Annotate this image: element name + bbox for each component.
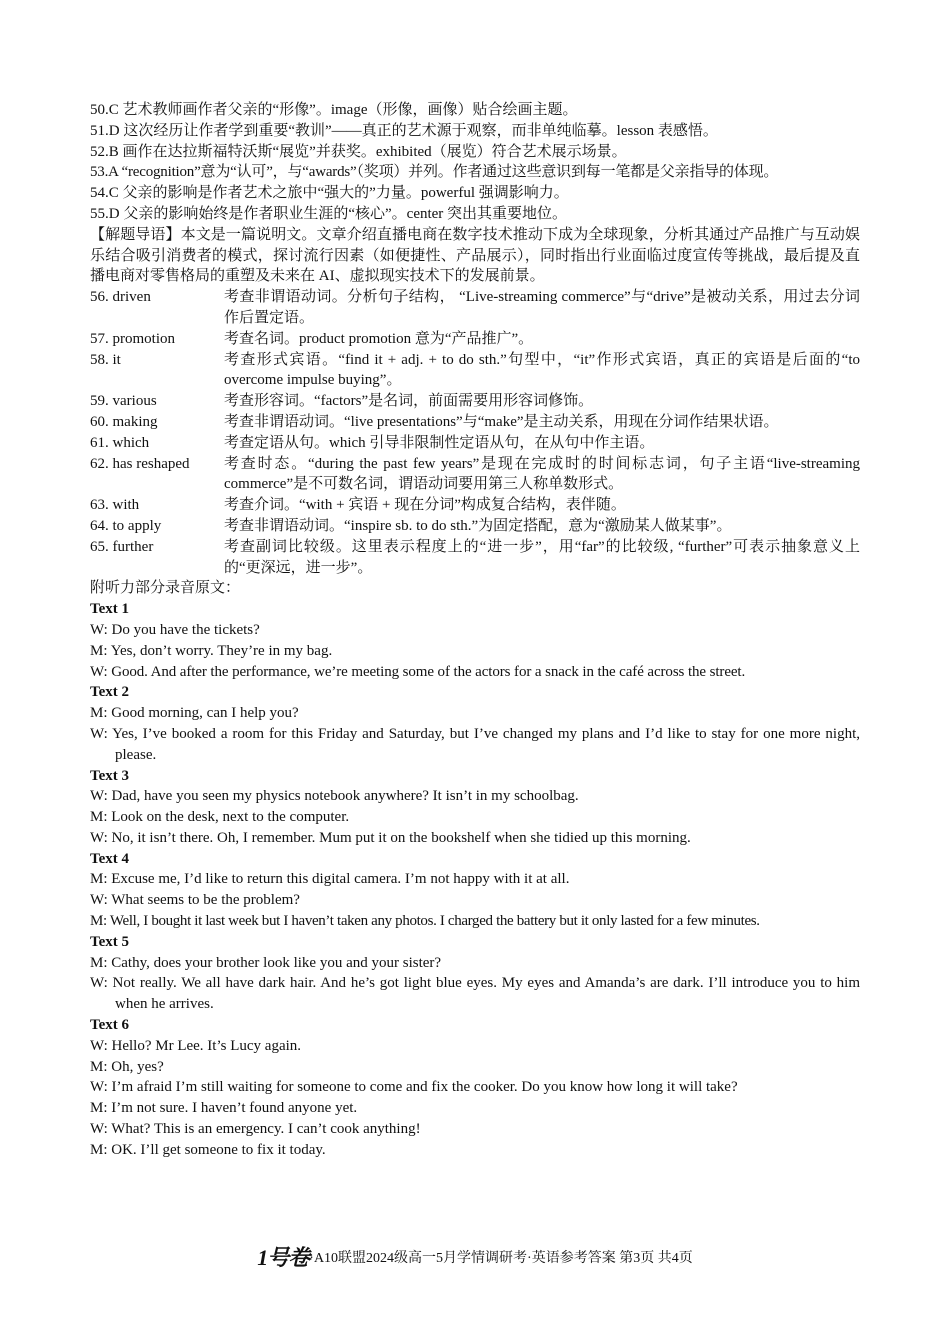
grammar-answer-row: 60. making 考查非谓语动词。“live presentations”与“make”是主动关系，用现在分词作结果状语。 bbox=[90, 413, 779, 430]
brand-logo: 1号卷 bbox=[257, 1245, 310, 1270]
text-title: Text 2 bbox=[90, 684, 130, 701]
grammar-answer-row: 58. it 考查形式宾语。“find it + adj. + to do sth.”句型中，“it”作形式宾语，真正的宾语是后面的“to overcome impulse buying”。 bbox=[90, 351, 860, 389]
text-title: Text 3 bbox=[90, 767, 130, 784]
dialogue-line: W: Hello? Mr Lee. It’s Lucy again. bbox=[90, 1037, 302, 1054]
grammar-answer-row: 57. promotion 考查名词。product promotion 意为“产品推广”。 bbox=[90, 330, 534, 347]
dialogue-line: W: Dad, have you seen my physics notebook anywhere? It isn’t in my schoolbag. bbox=[90, 788, 579, 805]
answer-line: 55.D 父亲的影响始终是作者职业生涯的“核心”。center 突出其重要地位。 bbox=[90, 205, 568, 222]
listening-transcript bbox=[90, 599, 860, 1161]
dialogue-line: M: I’m not sure. I haven’t found anyone yet. bbox=[90, 1100, 358, 1117]
text-title: Text 5 bbox=[90, 933, 130, 950]
grammar-answer-row: 61. which 考查定语从句。which 引导非限制性定语从句，在从句中作主语。 bbox=[90, 434, 655, 451]
dialogue-line: W: Yes, I’ve booked a room for this Friday and Saturday, but I’ve changed my plans and I’d like to stay for one more night, please. bbox=[90, 725, 860, 763]
dialogue-line: M: Yes, don’t worry. They’re in my bag. bbox=[90, 642, 333, 659]
grammar-answers bbox=[90, 287, 860, 578]
answer-line: 51.D 这次经历让作者学到重要“教训”——真正的艺术源于观察，而非单纯临摹。lesson 表感悟。 bbox=[90, 122, 718, 139]
dialogue-line: M: Oh, yes? bbox=[90, 1058, 164, 1075]
listening-heading: 附听力部分录音原文： bbox=[90, 580, 241, 597]
answer-line: 53.A “recognition”意为“认可”，与“awards”（奖项）并列。作者通过这些意识到每一笔都是父亲指导的体现。 bbox=[90, 164, 779, 181]
footer-text: ·A10联盟2024级高一5月学情调研考·英语参考答案 第3页 共4页 bbox=[309, 1251, 693, 1266]
dialogue-line: W: No, it isn’t there. Oh, I remember. Mum put it on the bookshelf when she tidied up this morning. bbox=[90, 829, 691, 846]
answer-line: 54.C 父亲的影响是作者艺术之旅中“强大的”力量。powerful 强调影响力。 bbox=[90, 185, 569, 202]
text-title: Text 4 bbox=[90, 850, 130, 867]
text-title: Text 6 bbox=[90, 1017, 130, 1034]
answer-line: 50.C 艺术教师画作者父亲的“形像”。image（形像，画像）贴合绘画主题。 bbox=[90, 102, 578, 118]
dialogue-line: M: Cathy, does your brother look like you and your sister? bbox=[90, 954, 442, 971]
dialogue-line: W: What seems to be the problem? bbox=[90, 892, 300, 909]
dialogue-line: W: What? This is an emergency. I can’t cook anything! bbox=[90, 1121, 421, 1138]
answer-line: 52.B 画作在达拉斯福特沃斯“展览”并获奖。exhibited（展览）符合艺术展示场景。 bbox=[90, 143, 627, 160]
dialogue-line: W: I’m afraid I’m still waiting for someone to come and fix the cooker. Do you know how long it will take? bbox=[90, 1079, 738, 1096]
dialogue-line: M: OK. I’ll get someone to fix it today. bbox=[90, 1141, 326, 1158]
solution-guide: 【解题导语】本文是一篇说明文。文章介绍直播电商在数字技术推动下成为全球现象，分析其通过产品推广与互动娱乐结合吸引消费者的模式，探讨流行因素（如便捷性、产品展示），同时指出行业面临过度宣传等挑战，最后提及直播电商对零售格局的重塑及未来在 AI、虚拟现实技术下的发展前景。 bbox=[90, 226, 860, 285]
dialogue-line: W: Good. And after the performance, we’re meeting some of the actors for a snack in the café across the street. bbox=[90, 663, 746, 680]
dialogue-line: W: Do you have the tickets? bbox=[90, 621, 260, 638]
dialogue-line: M: Look on the desk, next to the computer. bbox=[90, 809, 350, 826]
dialogue-line: M: Good morning, can I help you? bbox=[90, 705, 299, 722]
grammar-answer-row: 63. with 考查介词。“with + 宾语 + 现在分词”构成复合结构，表伴随。 bbox=[90, 497, 626, 514]
answer-page bbox=[90, 100, 860, 1161]
text-title: Text 1 bbox=[90, 601, 130, 618]
dialogue-line: W: Not really. We all have dark hair. And he’s got light blue eyes. My eyes and Amanda’s are dark. I’ll introduce you to him when he arrives. bbox=[90, 975, 860, 1013]
cloze-answers bbox=[90, 100, 860, 225]
dialogue-line: M: Excuse me, I’d like to return this digital camera. I’m not happy with it at all. bbox=[90, 871, 570, 888]
grammar-answer-row: 64. to apply 考查非谓语动词。“inspire sb. to do sth.”为固定搭配，意为“激励某人做某事”。 bbox=[90, 517, 732, 534]
grammar-answer-row: 56. driven 考查非谓语动词。分析句子结构， “Live-streaming commerce”与“drive”是被动关系，用过去分词作后置定语。 bbox=[90, 289, 860, 326]
dialogue-line: M: Well, I bought it last week but I haven’t taken any photos. I charged the battery but it only lasted for a few minutes. bbox=[90, 913, 760, 930]
grammar-answer-row: 62. has reshaped 考查时态。“during the past few years”是现在完成时的时间标志词，句子主语“live-streaming commerce”是不可数名词，谓语动词要用第三人称单数形式。 bbox=[90, 455, 860, 493]
grammar-answer-row: 65. further 考查副词比较级。这里表示程度上的“进一步”，用“far”的比较级, “further”可表示抽象意义上的“更深远，进一步”。 bbox=[90, 538, 860, 576]
page-footer bbox=[0, 1245, 950, 1270]
grammar-answer-row: 59. various 考查形容词。“factors”是名词，前面需要用形容词修饰。 bbox=[90, 393, 594, 410]
